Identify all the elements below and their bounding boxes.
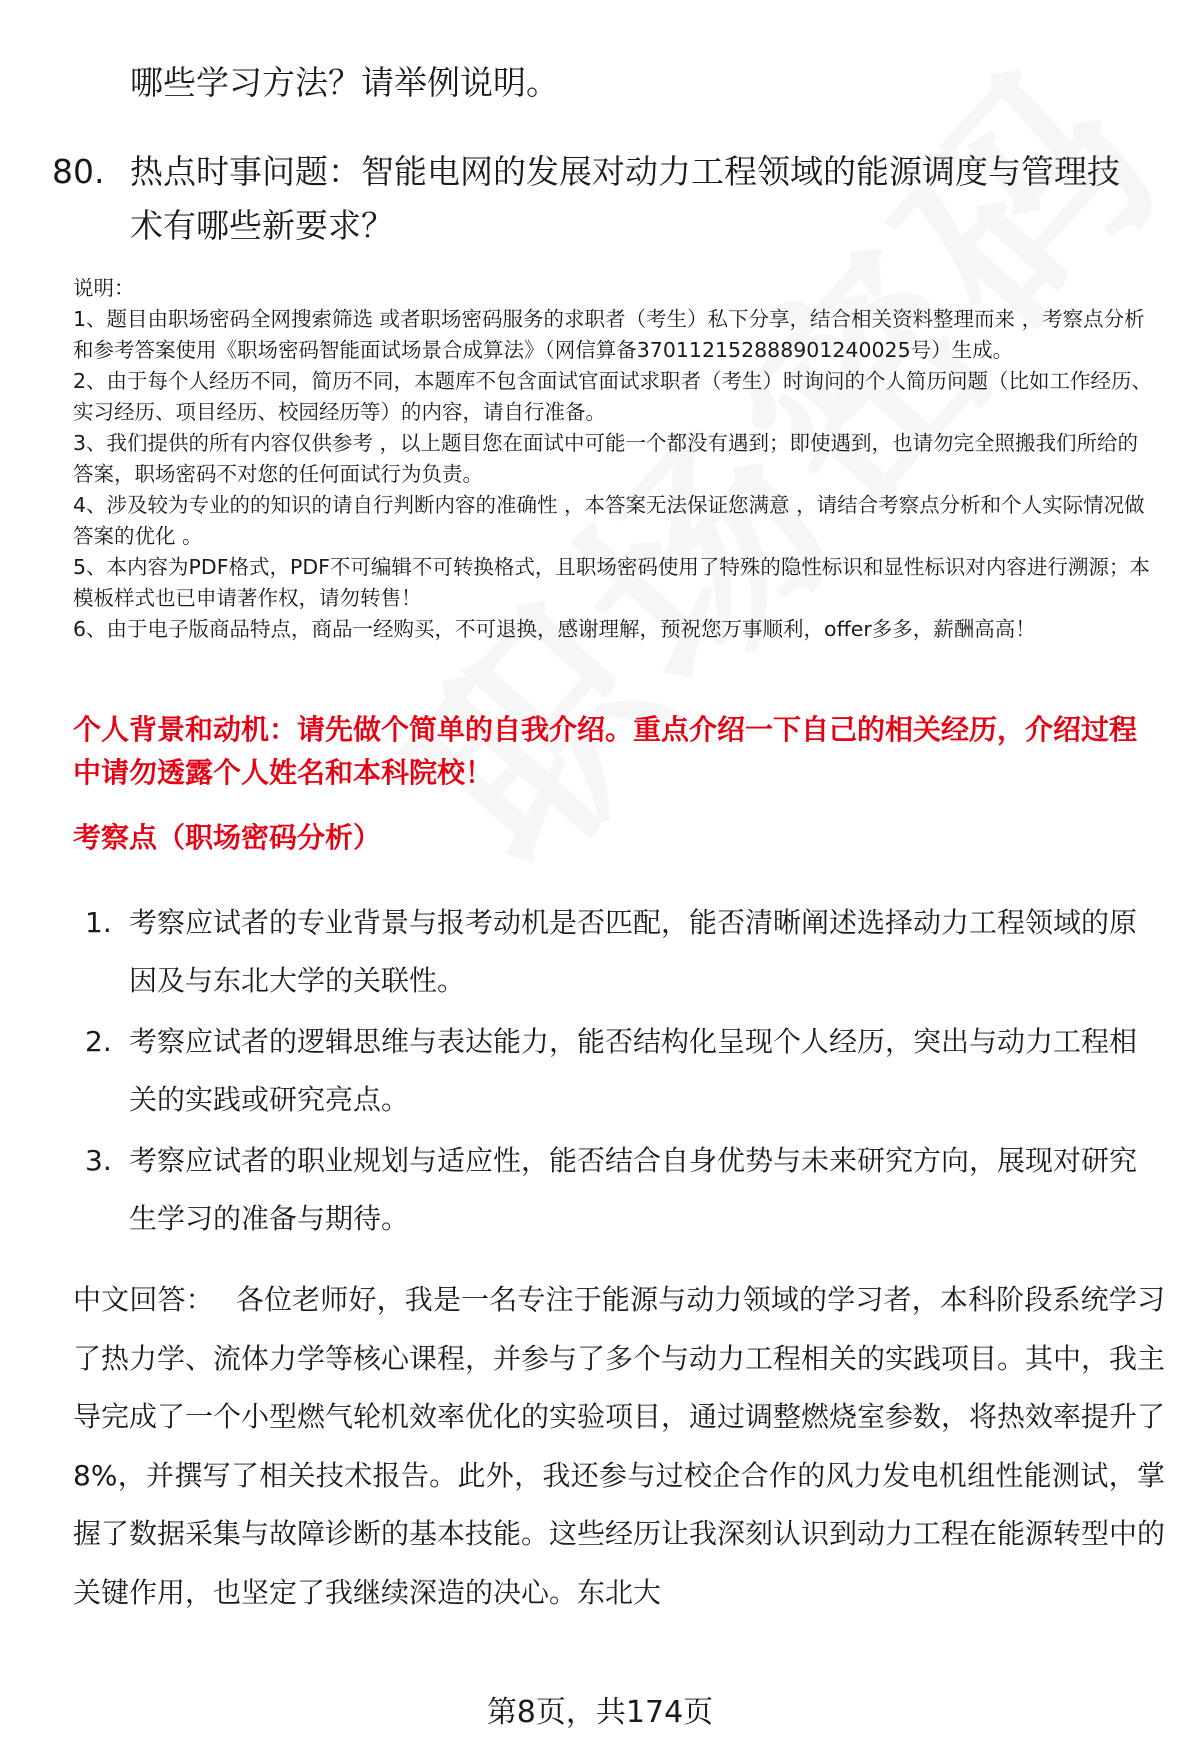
exam-point-text: 考察应试者的职业规划与适应性，能否结合自身优势与未来研究方向，展现对研究生学习的准备与期待。 xyxy=(129,1144,1138,1235)
note-item: 6、由于电子版商品特点，商品一经购买，不可退换，感谢理解，预祝您万事顺利，offer多多，薪酬高高！ xyxy=(73,617,1036,641)
exam-points-list xyxy=(85,894,1165,1251)
note-item: 2、由于每个人经历不同，简历不同，本题库不包含面试官面试求职者（考生）时询问的个人简历问题（比如工作经历、实习经历、项目经历、校园经历等）的内容，请自行准备。 xyxy=(73,369,1153,424)
question-text: 热点时事问题：智能电网的发展对动力工程领域的能源调度与管理技术有哪些新要求？ xyxy=(130,152,1120,245)
exam-point-number: 3. xyxy=(85,1144,112,1177)
answer-block xyxy=(73,1271,1165,1622)
note-item: 5、本内容为PDF格式，PDF不可编辑不可转换格式，且职场密码使用了特殊的隐性标识和显性标识对内容进行溯源；本模板样式也已申请著作权，请勿转售！ xyxy=(73,555,1150,610)
exam-point xyxy=(85,894,1165,1010)
exam-point-text: 考察应试者的逻辑思维与表达能力，能否结构化呈现个人经历，突出与动力工程相关的实践或研究亮点。 xyxy=(129,1025,1138,1116)
note-item: 3、我们提供的所有内容仅供参考 ，以上题目您在面试中可能一个都没有遇到；即使遇到，也请勿完全照搬我们所给的答案，职场密码不对您的任何面试行为负责。 xyxy=(73,431,1139,486)
exam-point-text: 考察应试者的专业背景与报考动机是否匹配，能否清晰阐述选择动力工程领域的原因及与东北大学的关联性。 xyxy=(129,906,1138,997)
section-heading: 个人背景和动机：请先做个简单的自我介绍。重点介绍一下自己的相关经历，介绍过程中请勿透露个人姓名和本科院校！ xyxy=(73,713,1138,789)
exam-point-number: 2. xyxy=(85,1025,112,1058)
exam-point xyxy=(85,1132,1165,1248)
note-item: 4、涉及较为专业的的知识的请自行判断内容的准确性 ，本答案无法保证您满意 ，请结合考察点分析和个人实际情况做答案的优化 。 xyxy=(73,493,1145,548)
note-item: 1、题目由职场密码全网搜索筛选 或者职场密码服务的求职者（考生）私下分享，结合相关资料整理而来 ，考察点分析和参考答案使用《职场密码智能面试场景合成算法》（网信算备370112152888901240025号）生成。 xyxy=(73,307,1145,362)
question-continuation: 哪些学习方法？请举例说明。 xyxy=(130,63,559,102)
question-80 xyxy=(52,145,1162,253)
page-footer: 第8页，共174页 xyxy=(486,1695,714,1730)
exam-point xyxy=(85,1013,1165,1129)
question-number: 80. xyxy=(52,152,105,191)
exam-points-title: 考察点（职场密码分析） xyxy=(73,821,382,854)
notes-title: 说明： xyxy=(73,276,135,300)
notes-block xyxy=(73,273,1158,645)
answer-text: 各位老师好，我是一名专注于能源与动力领域的学习者，本科阶段系统学习了热力学、流体力学等核心课程，并参与了多个与动力工程相关的实践项目。其中，我主导完成了一个小型燃气轮机效率优化的实验项目，通过调整燃烧室参数，将热效率提升了8%，并撰写了相关技术报告。此外，我还参与过校企合作的风力发电机组性能测试，掌握了数据采集与故障诊断的基本技能。这些经历让我深刻认识到动力工程在能源转型中的关键作用，也坚定了我继续深造的决心。东北大 xyxy=(73,1283,1166,1609)
exam-point-number: 1. xyxy=(85,906,112,939)
answer-label: 中文回答： xyxy=(73,1283,214,1316)
